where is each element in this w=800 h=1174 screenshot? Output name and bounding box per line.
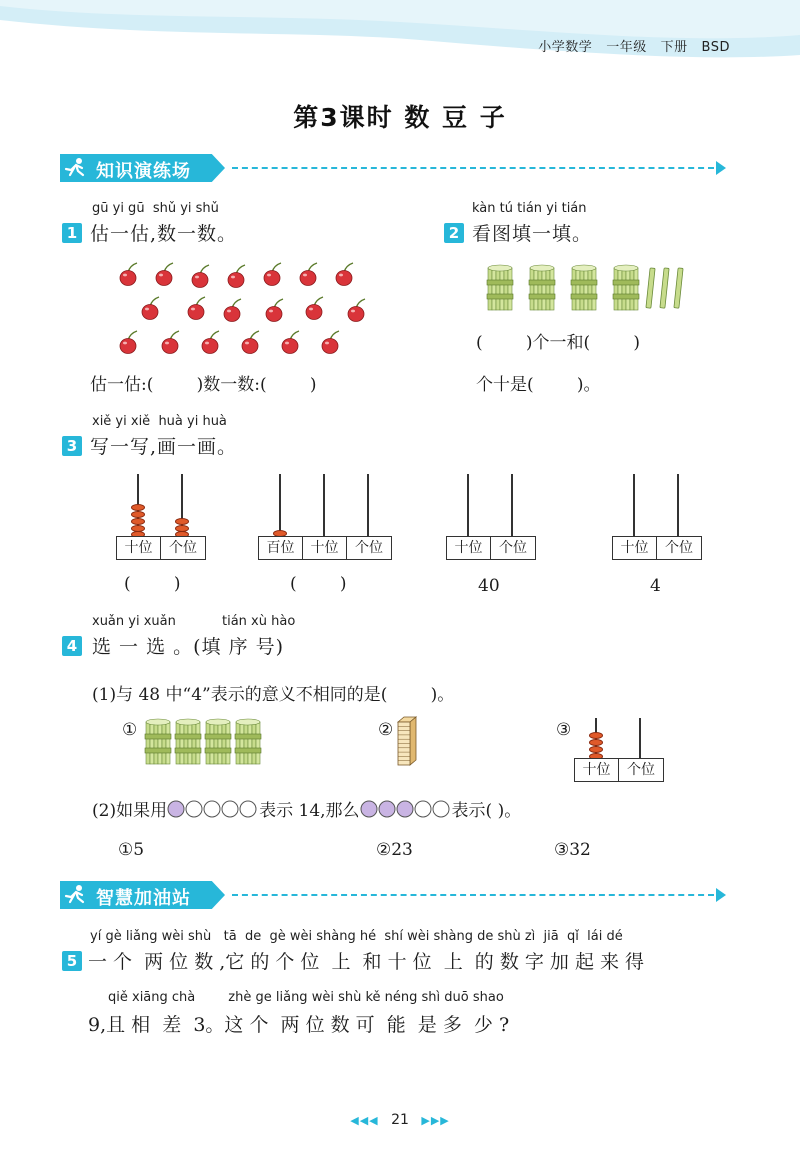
left-arrows-icon: ◀◀◀ (350, 1114, 379, 1127)
cherry (242, 331, 259, 354)
stick-bundle (175, 719, 201, 764)
place-labels: 十位 个位 (446, 536, 536, 560)
page-number: 21 (391, 1112, 409, 1128)
stick-bundle (145, 719, 171, 764)
stick-bundle (613, 265, 639, 310)
runner-icon (62, 157, 88, 179)
abacus-1 (116, 474, 206, 560)
q4-choice-1: ①5 (118, 840, 145, 860)
right-arrows-icon: ▶▶▶ (421, 1114, 450, 1127)
q4-pinyin-1: xuǎn yi xuǎn (92, 614, 176, 629)
option-2-cubes (396, 716, 418, 766)
circles-14 (167, 799, 259, 819)
q4-text: 选 一 选 。(填 序 号) (92, 636, 285, 658)
place-labels: 百位 十位 个位 (258, 536, 392, 560)
section-label: 智慧加油站 (96, 888, 191, 909)
q3-text: 写一写,画一画。 (90, 436, 238, 458)
q4-pinyin-2: tián xù hào (222, 614, 296, 629)
q4-choice-3: ③32 (554, 840, 591, 860)
cherry (266, 299, 283, 322)
page-footer (0, 1112, 800, 1128)
q1-pinyin: gū yi gū shǔ yi shǔ (92, 201, 219, 216)
cherry (192, 265, 209, 288)
q3-pinyin: xiě yi xiě huà yi huà (92, 414, 227, 429)
stick-bundle (235, 719, 261, 764)
cherry (228, 265, 245, 288)
page-title: 第3课时 数 豆 子 (293, 103, 507, 132)
q4-option-3-label: ③ (556, 720, 572, 740)
place-labels: 十位 个位 (116, 536, 206, 560)
stick-bundle (529, 265, 555, 310)
single-stick (660, 268, 669, 308)
section-label: 知识演练场 (96, 161, 191, 182)
option-3-abacus (574, 718, 664, 784)
q4-number: 4 (62, 636, 82, 656)
q2-answer-line2: 个十是( )。 (476, 375, 601, 395)
q5-number: 5 (62, 951, 82, 971)
header-wave (0, 0, 800, 70)
single-stick (674, 268, 683, 308)
q2-pinyin: kàn tú tián yi tián (472, 201, 587, 216)
q4-sub1: (1)与 48 中“4”表示的意义不相同的是( )。 (92, 685, 455, 705)
q2-text: 看图填一填。 (472, 223, 593, 245)
circles-query (360, 799, 452, 819)
stick-bundle (487, 265, 513, 310)
q3-number: 3 (62, 436, 82, 456)
cherry (188, 297, 205, 320)
q4-option-2-label: ② (378, 720, 394, 740)
cherry (306, 297, 323, 320)
q2-number: 2 (444, 223, 464, 243)
cherry (120, 331, 137, 354)
cherry (322, 331, 339, 354)
q3-answer-4: 4 (650, 576, 661, 596)
cherry (224, 299, 241, 322)
q3-answer-3: 40 (478, 576, 500, 596)
sticks-figure (482, 262, 692, 314)
q3-answer-1: ( ) (124, 574, 181, 594)
cherry (282, 331, 299, 354)
cherry (264, 263, 281, 286)
q5-pinyin-2: qiě xiāng chà zhè ge liǎng wèi shù kě néng shì duō shao (108, 990, 504, 1005)
q1-number: 1 (62, 223, 82, 243)
q2-answer-line1: ( )个一和( ) (476, 333, 640, 353)
cherry (348, 299, 365, 322)
abacus-3 (446, 474, 536, 560)
q1-answer-line: 估一估:( )数一数:( ) (90, 375, 317, 395)
q4-choice-2: ②23 (376, 840, 413, 860)
cherry (156, 263, 173, 286)
option-1-bundles (142, 716, 268, 768)
runner-icon (62, 884, 88, 906)
abacus-2 (258, 474, 392, 560)
abacus-4 (612, 474, 702, 560)
single-stick (646, 268, 655, 308)
stick-bundle (205, 719, 231, 764)
stick-bundle (571, 265, 597, 310)
q5-text-1: 一 个 两 位 数 ,它 的 个 位 上 和 十 位 上 的 数 字 加 起 来 得 (88, 951, 645, 973)
header-info: 小学数学 一年级 下册 BSD (538, 40, 730, 55)
q5-pinyin-1: yí gè liǎng wèi shù tā de gè wèi shàng hé shí wèi shàng de shù zì jiā qǐ lái dé (90, 929, 623, 944)
place-labels: 十位 个位 (574, 758, 664, 782)
cherries-figure (112, 260, 372, 360)
cherry (120, 263, 137, 286)
cherry (202, 331, 219, 354)
cherry (162, 331, 179, 354)
cherry (336, 263, 353, 286)
cherry (142, 297, 159, 320)
q5-text-2: 9,且 相 差 3。这 个 两 位 数 可 能 是 多 少 ? (88, 1014, 510, 1036)
cherry (300, 263, 317, 286)
q1-text: 估一估,数一数。 (90, 223, 238, 245)
q3-answer-2: ( ) (290, 574, 347, 594)
q4-sub2: (2)如果用 表示 14,那么 表示( )。 (92, 796, 521, 821)
place-labels: 十位 个位 (612, 536, 702, 560)
q4-option-1-label: ① (122, 720, 138, 740)
